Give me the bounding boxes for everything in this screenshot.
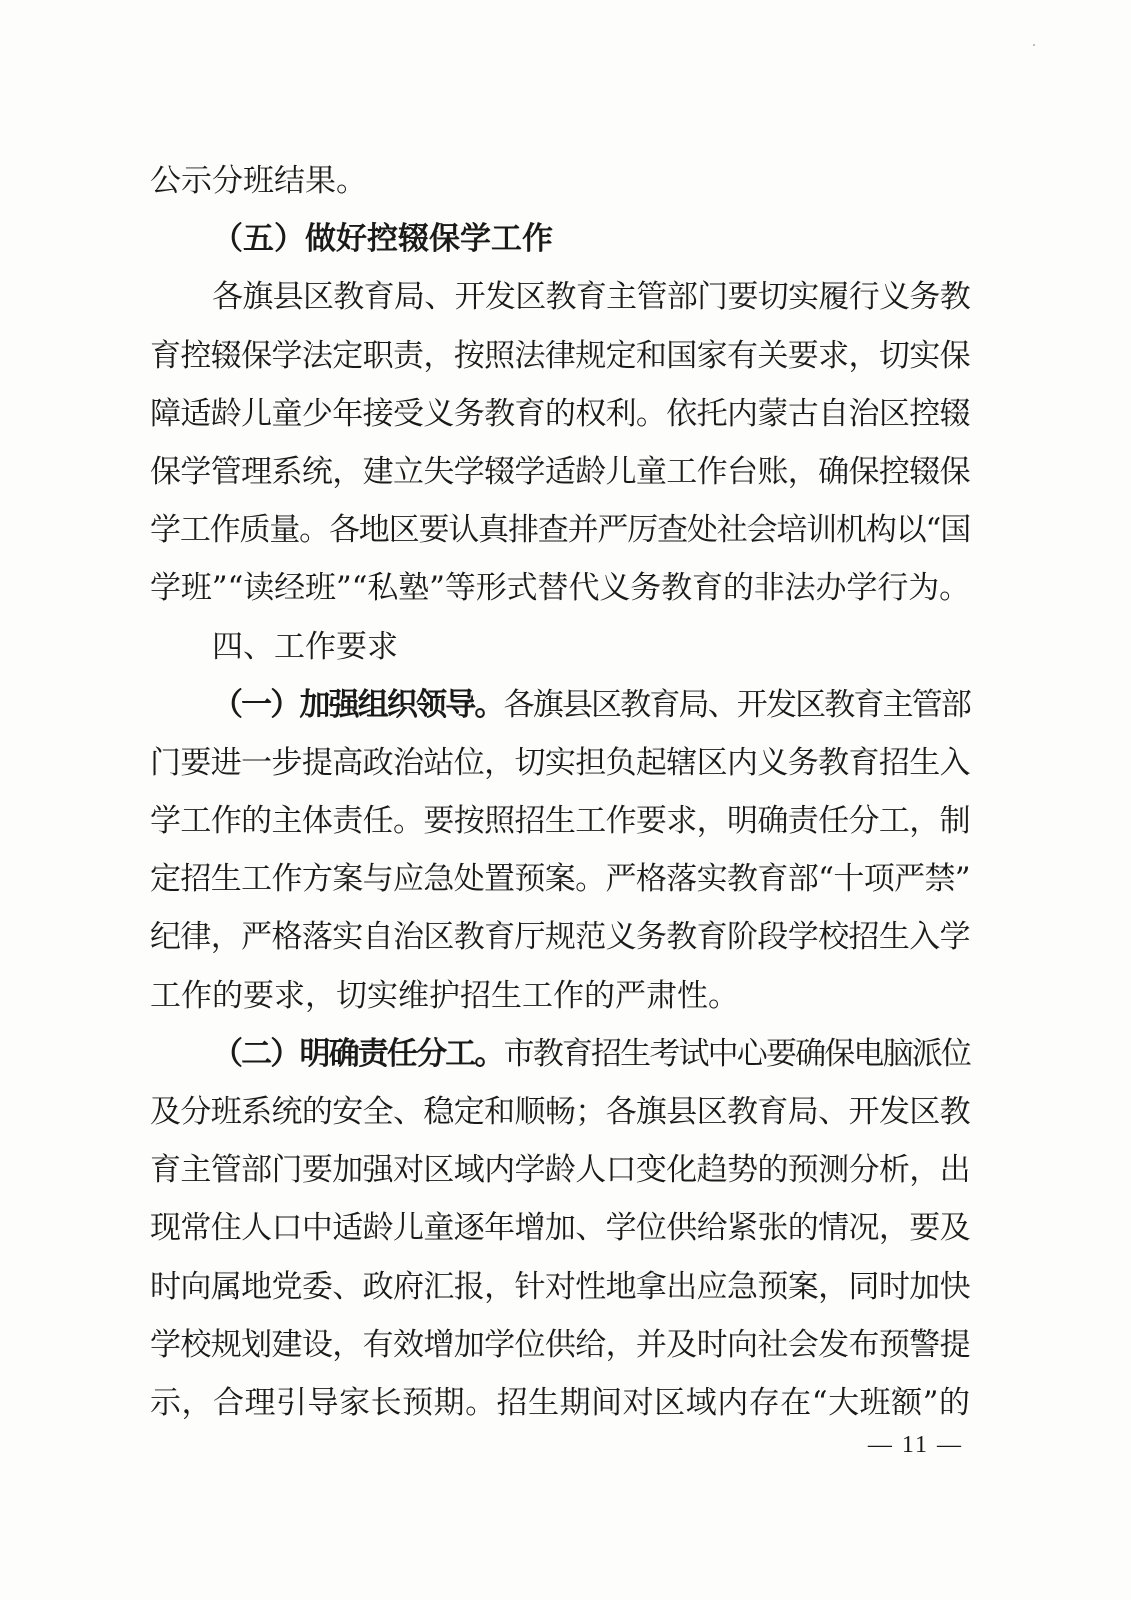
text-line: 学工作质量。各地区要认真排查并严厉查处社会培训机构以“国 <box>150 512 970 549</box>
text-line: （二）明确责任分工。市教育招生考试中心要确保电脑派位 <box>212 1035 970 1072</box>
text-line: 现常住人口中适龄儿童逐年增加、学位供给紧张的情况，要及 <box>150 1210 970 1247</box>
text-line: 育主管部门要加强对区域内学龄人口变化趋势的预测分析，出 <box>150 1152 970 1189</box>
page-number: — 11 — <box>867 1432 963 1458</box>
section-heading-four: 四、工作要求 <box>212 628 398 665</box>
text-line: 公示分班结果。 <box>150 163 367 199</box>
text-line: 学班”“读经班”“私塾”等形式替代义务教育的非法办学行为。 <box>150 570 970 607</box>
bold-lead-in: （一）加强组织领导。 <box>212 686 504 723</box>
text-line: 学校规划建设，有效增加学位供给，并及时向社会发布预警提 <box>150 1326 970 1363</box>
text-line: 时向属地党委、政府汇报，针对性地拿出应急预案，同时加快 <box>150 1268 970 1305</box>
text-line: 各旗县区教育局、开发区教育主管部门要切实履行义务教 <box>212 279 970 316</box>
text-line: 纪律，严格落实自治区教育厅规范义务教育阶段学校招生入学 <box>150 919 970 956</box>
text-line: （一）加强组织领导。各旗县区教育局、开发区教育主管部 <box>212 686 970 723</box>
text-line: 定招生工作方案与应急处置预案。严格落实教育部“十项严禁” <box>150 861 970 898</box>
subheading-five: （五）做好控辍保学工作 <box>212 221 553 258</box>
text-line: 门要进一步提高政治站位，切实担负起辖区内义务教育招生入 <box>150 744 970 781</box>
scan-speck <box>1033 44 1035 46</box>
text-line: 学工作的主体责任。要按照招生工作要求，明确责任分工，制 <box>150 803 970 840</box>
bold-lead-in: （二）明确责任分工。 <box>212 1035 504 1072</box>
body-text <box>150 152 970 1432</box>
text-line: 育控辍保学法定职责，按照法律规定和国家有关要求，切实保 <box>150 337 970 374</box>
text-line: 障适龄儿童少年接受义务教育的权利。依托内蒙古自治区控辍 <box>150 395 970 432</box>
text-line: 及分班系统的安全、稳定和顺畅；各旗县区教育局、开发区教 <box>150 1094 970 1130</box>
text-line: 保学管理系统，建立失学辍学适龄儿童工作台账，确保控辍保 <box>150 453 970 490</box>
text-line: 示，合理引导家长预期。招生期间对区域内存在“大班额”的 <box>150 1384 970 1421</box>
text-line: 工作的要求，切实维护招生工作的严肃性。 <box>150 977 739 1014</box>
